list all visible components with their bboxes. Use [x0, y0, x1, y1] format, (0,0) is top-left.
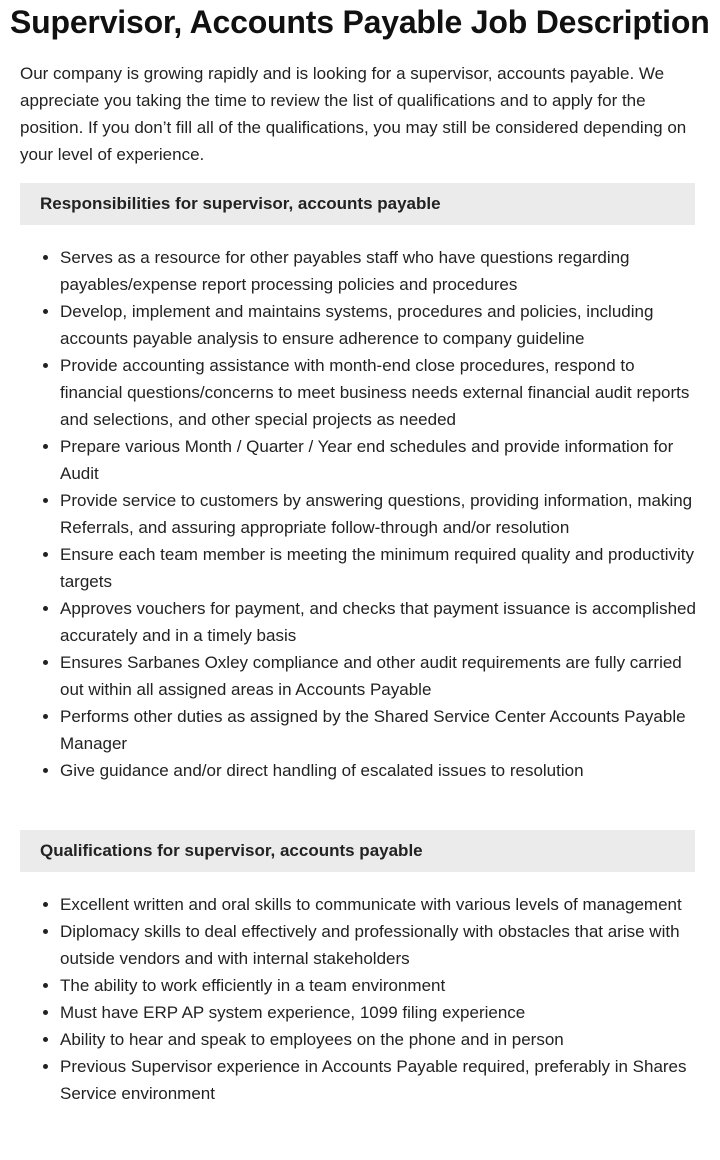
intro-paragraph: Our company is growing rapidly and is looking for a supervisor, accounts payable. We appreciate you taking the time to review the list of qualifications and to apply for the position. If you don’t fill all of the qualifications, you may still be considered depending on your level of experience.: [20, 64, 687, 164]
responsibilities-heading: Responsibilities for supervisor, accounts payable: [20, 183, 695, 225]
list-item: • Develop, implement and maintains systems, procedures and policies, including accounts payable analysis to ensure adherence to company guideline: [60, 298, 700, 352]
list-item: • Approves vouchers for payment, and checks that payment issuance is accomplished accurately and in a timely basis: [60, 595, 700, 649]
page-title: Supervisor, Accounts Payable Job Description: [10, 4, 710, 40]
list-item: • Provide service to customers by answering questions, providing information, making Referrals, and assuring appropriate follow-through and/or resolution: [60, 487, 700, 541]
list-item: • Ensures Sarbanes Oxley compliance and other audit requirements are fully carried out within all assigned areas in Accounts Payable: [60, 649, 700, 703]
list-item: • Performs other duties as assigned by the Shared Service Center Accounts Payable Manager: [60, 703, 700, 757]
list-item: • Ability to hear and speak to employees on the phone and in person: [60, 1026, 700, 1053]
list-item: • Previous Supervisor experience in Accounts Payable required, preferably in Shares Service environment: [60, 1053, 700, 1107]
list-item: • Prepare various Month / Quarter / Year end schedules and provide information for Audit: [60, 433, 700, 487]
list-item: • Give guidance and/or direct handling of escalated issues to resolution: [60, 757, 700, 784]
list-item: • Must have ERP AP system experience, 1099 filing experience: [60, 999, 700, 1026]
list-item: • Provide accounting assistance with month-end close procedures, respond to financial questions/concerns to meet business needs external financial audit reports and selections, and other special projects as needed: [60, 352, 700, 433]
list-item: • Serves as a resource for other payables staff who have questions regarding payables/expense report processing policies and procedures: [60, 244, 700, 298]
list-item: • Excellent written and oral skills to communicate with various levels of management: [60, 891, 700, 918]
qualifications-list: [20, 891, 700, 1107]
qualifications-heading: Qualifications for supervisor, accounts payable: [20, 830, 695, 872]
list-item: • Diplomacy skills to deal effectively and professionally with obstacles that arise with outside vendors and with internal stakeholders: [60, 918, 700, 972]
list-item: • The ability to work efficiently in a team environment: [60, 972, 700, 999]
responsibilities-list: [20, 244, 700, 784]
list-item: • Ensure each team member is meeting the minimum required quality and productivity targets: [60, 541, 700, 595]
